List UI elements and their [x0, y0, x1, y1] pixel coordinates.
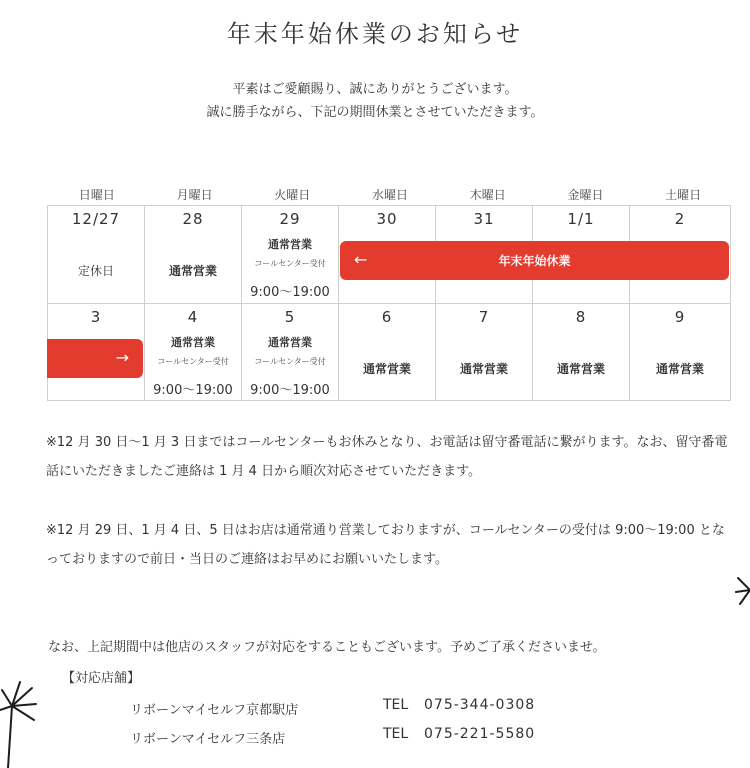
- cell-callcenter: コールセンター受付: [157, 357, 229, 366]
- cell-hours: 9:00～19:00: [153, 383, 233, 398]
- note-callcenter-closed: ※12 月 30 日～1 月 3 日まではコールセンターもお休みとなり、お電話は留守番電話に繋がります。なお、留守番電話にいただきましたご連絡は 1 月 4 日から順次対応させていただきます。: [46, 435, 728, 479]
- cell-date: 4: [187, 308, 199, 326]
- arrow-left-icon: ←: [354, 250, 368, 269]
- cell-date: 5: [284, 308, 296, 326]
- cell-callcenter: コールセンター受付: [254, 259, 326, 268]
- tel-number: 075-344-0308: [424, 697, 536, 713]
- calendar-week-2: [48, 303, 730, 401]
- weekday-fri: 金曜日: [567, 188, 604, 202]
- weekday-sun: 日曜日: [78, 188, 115, 202]
- cell-date: 28: [182, 210, 204, 228]
- cell-date: 9: [674, 308, 686, 326]
- calendar-cell-6: [339, 304, 436, 401]
- holiday-calendar: [47, 205, 731, 401]
- store-row: [0, 697, 750, 721]
- cell-date: 30: [376, 210, 398, 228]
- calendar-cell-7: [436, 304, 533, 401]
- cell-date: 8: [575, 308, 587, 326]
- cell-status: 通常営業: [168, 264, 217, 278]
- cell-hours: 9:00～19:00: [250, 285, 330, 300]
- holiday-period-bar-continuation: [47, 339, 143, 378]
- cell-hours: 9:00～19:00: [250, 383, 330, 398]
- cell-status: 通常営業: [362, 362, 411, 376]
- cell-date: 1/1: [567, 210, 595, 228]
- note-callcenter-hours: ※12 月 29 日、1 月 4 日、5 日はお店は通常通り営業しておりますが、コールセンターの受付は 9:00～19:00 となっておりますので前日・当日のご連絡はお早めにお願いいたします。: [46, 523, 725, 567]
- intro-line-2: 誠に勝手ながら、下記の期間休業とさせていただきます。: [206, 105, 544, 120]
- cell-date: 31: [473, 210, 495, 228]
- arrow-right-icon: →: [115, 348, 129, 367]
- cell-date: 7: [478, 308, 490, 326]
- intro-text: [0, 78, 750, 124]
- palm-leaf-icon: [734, 570, 750, 610]
- cell-date: 12/27: [71, 210, 121, 228]
- cell-date: 29: [279, 210, 301, 228]
- weekday-thu: 木曜日: [469, 188, 506, 202]
- store-name: リボーンマイセルフ三条店: [130, 732, 286, 747]
- weekday-sat: 土曜日: [665, 188, 702, 202]
- calendar-cell-8: [533, 304, 630, 401]
- weekday-tue: 火曜日: [274, 188, 311, 202]
- calendar-cell-5: [242, 304, 339, 401]
- weekday-wed: 水曜日: [372, 188, 409, 202]
- cell-status: 通常営業: [268, 336, 312, 349]
- tel-number: 075-221-5580: [424, 726, 536, 742]
- stores-header: 【対応店舗】: [62, 671, 141, 686]
- cell-status: 通常営業: [268, 238, 312, 251]
- cell-date: 2: [674, 210, 686, 228]
- cell-date: 3: [90, 308, 102, 326]
- store-name: リボーンマイセルフ京都駅店: [130, 703, 299, 718]
- holiday-period-bar: [340, 241, 729, 280]
- calendar-cell-9: [630, 304, 730, 401]
- intro-line-1: 平素はご愛顧賜り、誠にありがとうございます。: [232, 82, 518, 97]
- calendar-weekday-header: [48, 186, 732, 204]
- cell-date: 6: [381, 308, 393, 326]
- cell-callcenter: コールセンター受付: [254, 357, 326, 366]
- page-title: 年末年始休業のお知らせ: [226, 20, 524, 48]
- cell-status: 通常営業: [556, 362, 605, 376]
- calendar-cell-12-27: [48, 206, 145, 303]
- store-row: [0, 726, 750, 750]
- palm-leaf-icon: [0, 676, 40, 768]
- closing-note: なお、上記期間中は他店のスタッフが対応をすることもございます。予めご了承くださいませ。: [48, 640, 606, 655]
- weekday-mon: 月曜日: [176, 188, 213, 202]
- calendar-cell-29: [242, 206, 339, 303]
- calendar-cell-4: [145, 304, 242, 401]
- cell-status: 通常営業: [655, 362, 704, 376]
- holiday-period-label: 年末年始休業: [498, 254, 571, 268]
- cell-status: 定休日: [77, 264, 114, 278]
- cell-status: 通常営業: [171, 336, 215, 349]
- calendar-cell-28: [145, 206, 242, 303]
- tel-label: TEL: [383, 726, 409, 742]
- tel-label: TEL: [383, 697, 409, 713]
- cell-status: 通常営業: [459, 362, 508, 376]
